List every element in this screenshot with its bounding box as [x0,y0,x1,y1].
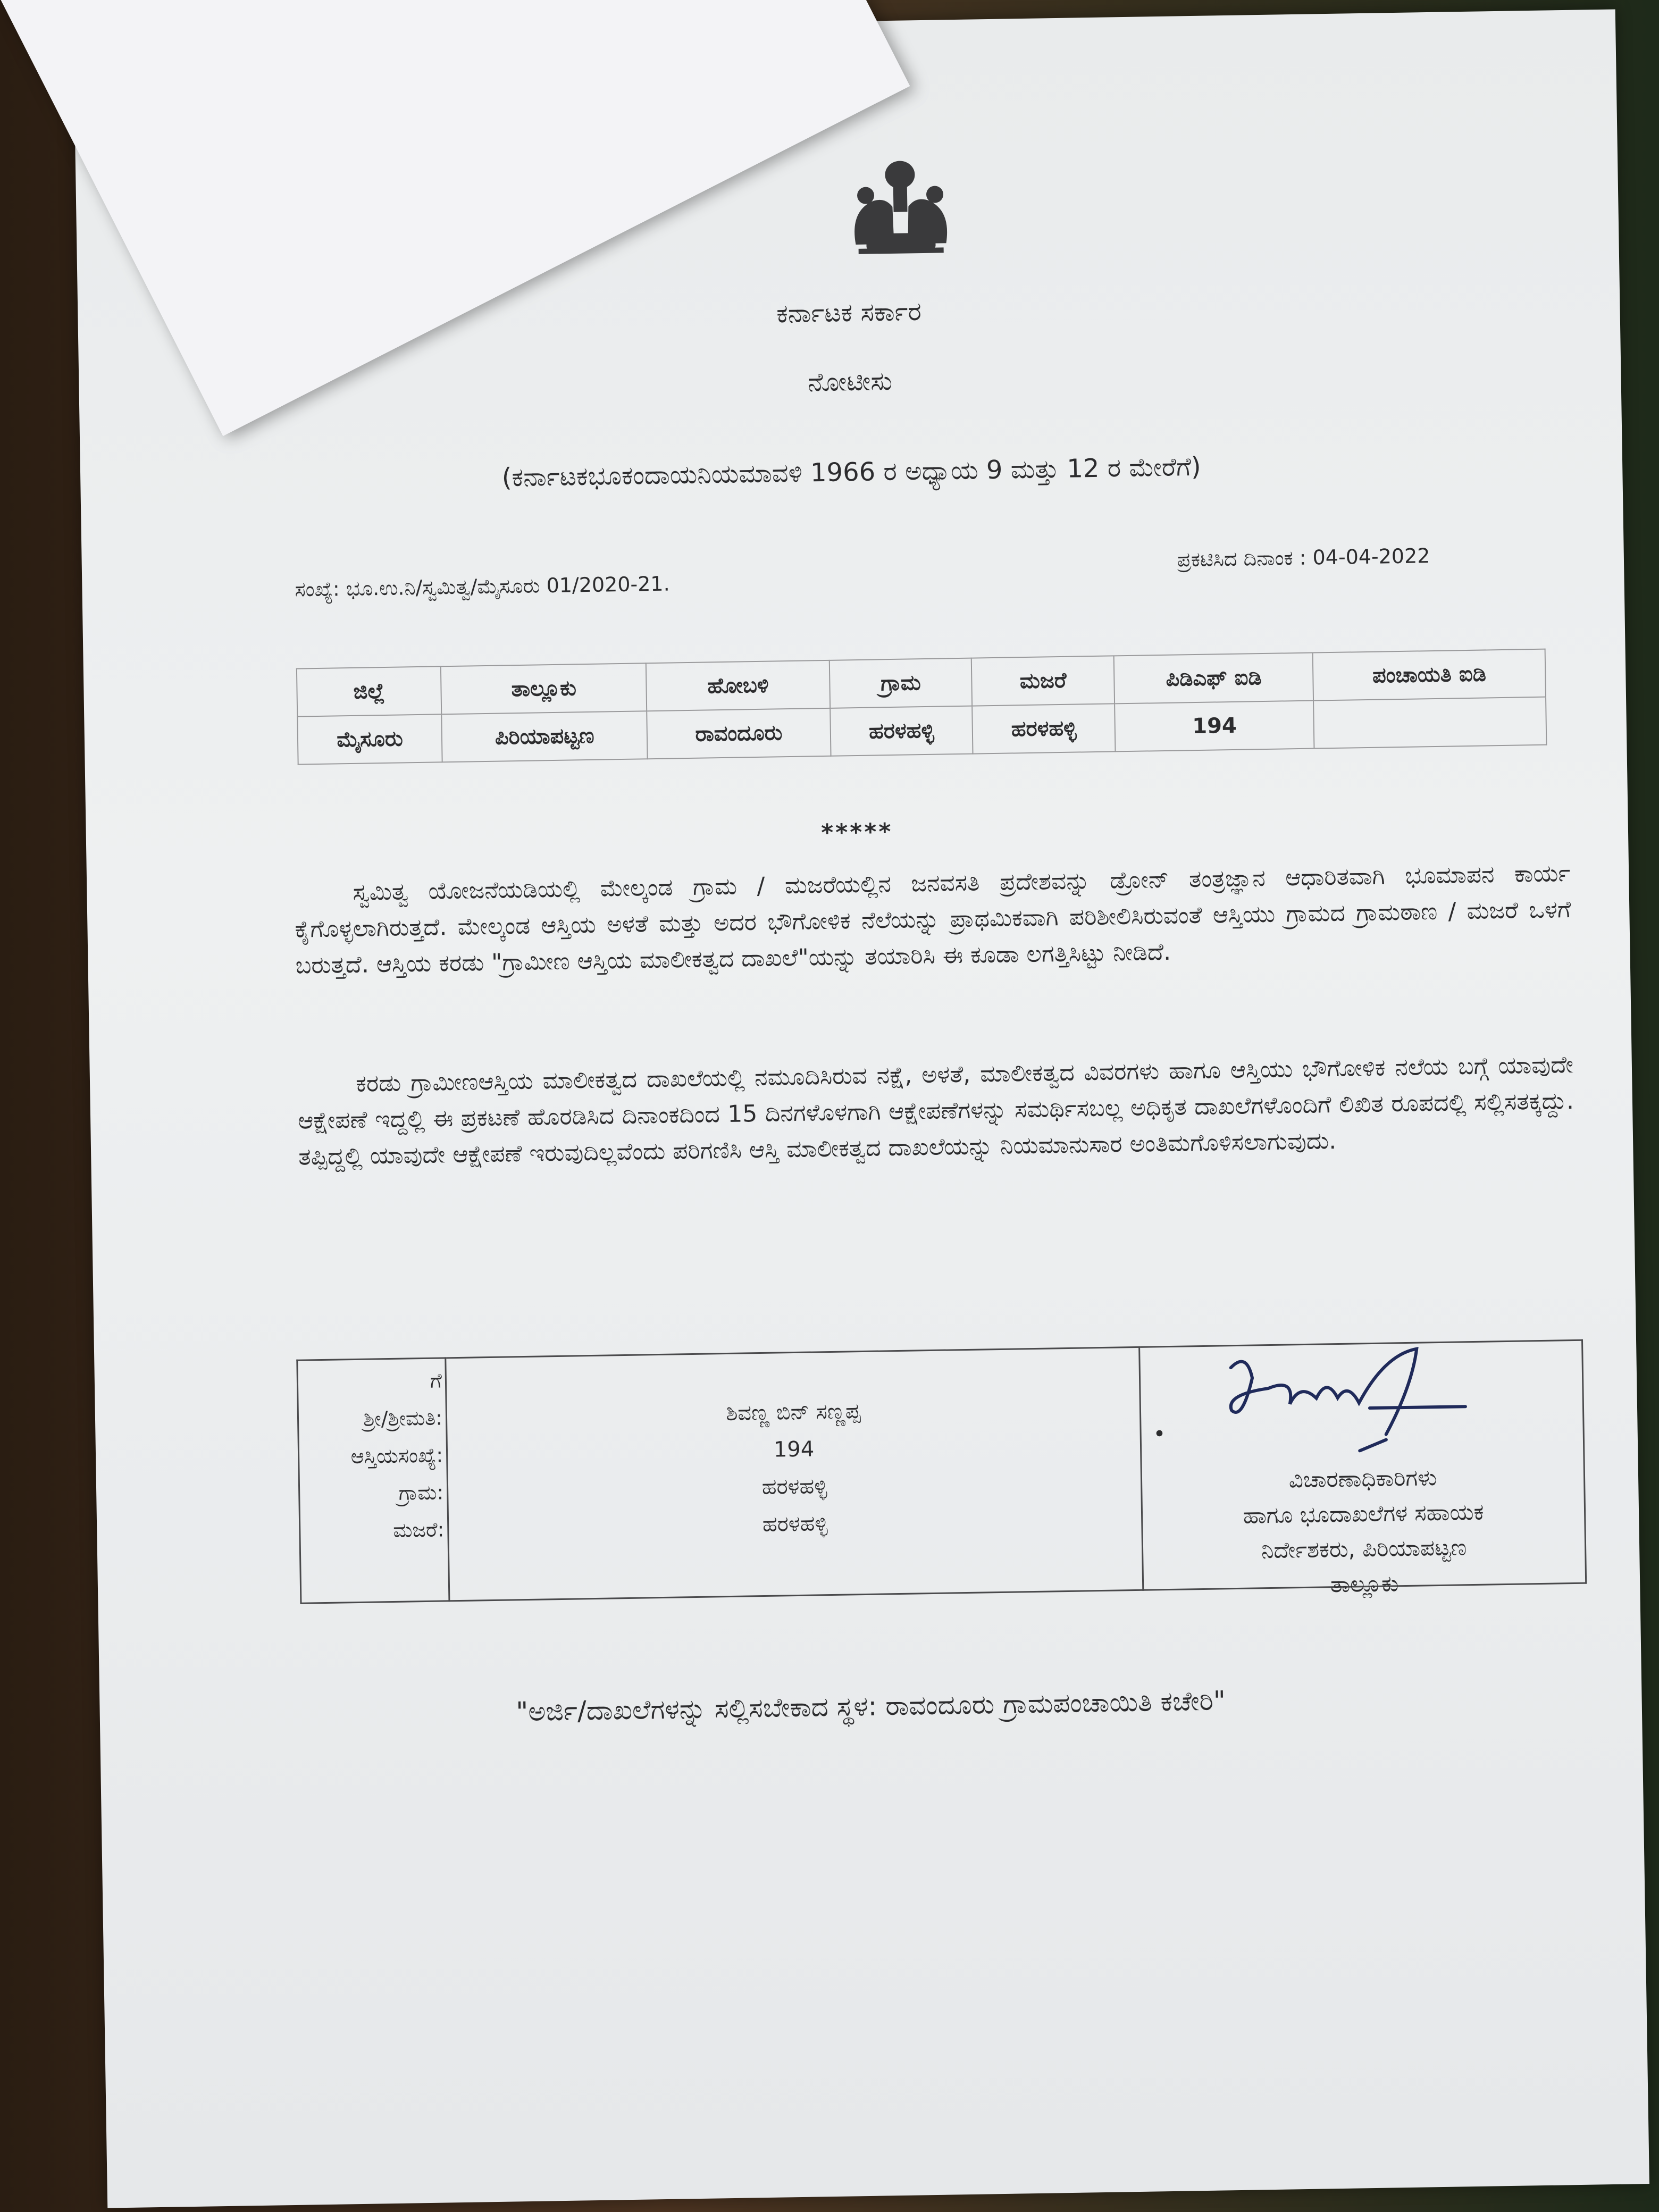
recipient-values [446,1347,1143,1601]
bullet-mark: • [1153,1422,1166,1447]
location-table [296,649,1547,765]
label-hamlet: ಮಜರೆ: [392,1518,445,1542]
reference-number: ಸಂಖ್ಯೆ: ಭೂ.ಉ.ನಿ/ಸ್ವಮಿತ್ವ/ಮೈಸೂರು 01/2020-21. [295,572,670,601]
officer-title-line-2: ಹಾಗೂ ಭೂದಾಖಲೆಗಳ ಸಹಾಯಕ [1243,1498,1484,1529]
officer-title-line-3: ನಿರ್ದೇಶಕರು, ಪಿರಿಯಾಪಟ್ಟಣ [1261,1534,1467,1564]
table-cell: 194 [1115,701,1314,752]
table-cell: ಹರಳಹಳ್ಳಿ [973,703,1116,753]
signature-image [1209,1343,1477,1459]
header-cell: ಪಂಚಾಯತಿ ಐಡಿ [1313,649,1546,701]
officer-title-line-1: ವಿಚಾರಣಾಧಿಕಾರಿಗಳು [1288,1464,1437,1493]
header-cell: ಗ್ರಾಮ [829,658,972,708]
recipient-signature-table [296,1339,1587,1604]
value-name: ಶಿವಣ್ಣ ಬಿನ್ ಸಣ್ಣಪ್ಪ [726,1399,861,1426]
handwriting-scribble [143,0,481,55]
body-paragraph-1: ಸ್ವಮಿತ್ವ ಯೋಜನೆಯಡಿಯಲ್ಲಿ ಮೇಲ್ಕಂಡ ಗ್ರಾಮ / ಮಜರೆಯಲ್ಲಿನ ಜನವಸತಿ ಪ್ರದೇಶವನ್ನು ಡ್ರೋನ್ ತಂತ್ರಜ್ಞಾನ ಆಧಾರಿತವಾಗಿ ಭೂಮಾಪನ ಕಾರ್ಯ ಕೈಗೊಳ್ಳಲಾಗಿರುತ್ತದೆ. ಮೇಲ್ಕಂಡ ಆಸ್ತಿಯ ಅಳತೆ ಮತ್ತು ಅದರ ಭೌಗೋಳಿಕ ನೆಲೆಯನ್ನು ಪ್ರಾಥಮಿಕವಾಗಿ ಪರಿಶೀಲಿಸಿರುವಂತೆ ಆಸ್ತಿಯು ಗ್ರಾಮದ ಗ್ರಾಮಠಾಣ / ಮಜರೆ ಒಳಗೆ ಬರುತ್ತದೆ. ಆಸ್ತಿಯ ಕರಡು "ಗ್ರಾಮೀಣ ಆಸ್ತಿಯ ಮಾಲೀಕತ್ವದ ದಾಖಲೆ"ಯನ್ನು ತಯಾರಿಸಿ ಈ ಕೂಡಾ ಲಗತ್ತಿಸಿಟ್ಟು ನೀಡಿದೆ. [295,860,1571,979]
header-cell: ಹೋಬಳಿ [646,660,830,711]
table-cell: ಹರಳಹಳ್ಳಿ [830,706,973,756]
officer-title-line-4: ತಾಲ್ಲೂಕು [1330,1570,1399,1598]
separator-stars: ***** [820,818,893,847]
rule-reference: (ಕರ್ನಾಟಕಭೂಕಂದಾಯನಿಯಮಾವಳಿ 1966 ರ ಅಧ್ಯಾಯ 9 ಮತ್ತು 12 ರ ಮೇರೆಗೆ) [501,451,1202,493]
officer-block [1139,1340,1586,1598]
table-cell [1313,697,1546,749]
notice-title: ನೋಟೀಸು [807,366,893,398]
table-cell: ರಾವಂದೂರು [647,708,831,759]
state-emblem-icon [833,153,968,261]
value-village: ಹರಳಹಳ್ಳಿ [761,1474,827,1500]
government-name: ಕರ್ನಾಟಕ ಸರ್ಕಾರ [776,297,922,329]
label-village: ಗ್ರಾಮ: [398,1480,444,1505]
body-paragraph-2: ಕರಡು ಗ್ರಾಮೀಣಆಸ್ತಿಯ ಮಾಲೀಕತ್ವದ ದಾಖಲೆಯಲ್ಲಿ ನಮೂದಿಸಿರುವ ನಕ್ಷೆ, ಅಳತೆ, ಮಾಲೀಕತ್ವದ ವಿವರಗಳು ಹಾಗೂ ಆಸ್ತಿಯು ಭೌಗೋಳಿಕ ನಲೆಯ ಬಗ್ಗೆ ಯಾವುದೇ ಆಕ್ಷೇಪಣೆ ಇದ್ದಲ್ಲಿ ಈ ಪ್ರಕಟಣೆ ಹೊರಡಿಸಿದ ದಿನಾಂಕದಿಂದ 15 ದಿನಗಳೊಳಗಾಗಿ ಆಕ್ಷೇಪಣೆಗಳನ್ನು ಸಮರ್ಥಿಸಬಲ್ಲ ಅಧಿಕೃತ ದಾಖಲೆಗಳೊಂದಿಗೆ ಲಿಖಿತ ರೂಪದಲ್ಲಿ ಸಲ್ಲಿಸತಕ್ಕದ್ದು. ತಪ್ಪಿದ್ದಲ್ಲಿ ಯಾವುದೇ ಆಕ್ಷೇಪಣೆ ಇರುವುದಿಲ್ಲವೆಂದು ಪರಿಗಣಿಸಿ ಆಸ್ತಿ ಮಾಲೀಕತ್ವದ ದಾಖಲೆಯನ್ನು ನಿಯಮಾನುಸಾರ ಅಂತಿಮಗೊಳಿಸಲಾಗುವುದು. [297,1051,1574,1171]
label-to: ಗೆ [430,1369,442,1393]
header-cell: ಪಿಡಿಎಫ್ ಐಡಿ [1114,653,1314,704]
recipient-labels [297,1358,449,1603]
submission-place: "ಅರ್ಜಿ/ದಾಖಲೆಗಳನ್ನು ಸಲ್ಲಿಸಬೇಕಾದ ಸ್ಥಳ: ರಾವಂದೂರು ಗ್ರಾಮಪಂಚಾಯಿತಿ ಕಚೇರಿ" [515,1685,1226,1728]
value-property-no: 194 [773,1437,815,1462]
table-cell: ಪಿರಿಯಾಪಟ್ಟಣ [441,711,648,762]
label-property-no: ಆಸ್ತಿಯಸಂಖ್ಯೆ: [350,1443,443,1469]
label-name: ಶ್ರೀ/ಶ್ರೀಮತಿ: [363,1406,443,1431]
header-cell: ತಾಲ್ಲೂಕು [441,663,647,714]
table-cell: ಮೈಸೂರು [297,714,442,764]
header-cell: ಜಿಲ್ಲೆ [297,666,441,716]
published-date: ಪ್ರಕಟಿಸಿದ ದಿನಾಂಕ : 04-04-2022 [1177,544,1430,572]
header-cell: ಮಜರೆ [971,656,1115,706]
value-hamlet: ಹರಳಹಳ್ಳಿ [762,1511,828,1537]
